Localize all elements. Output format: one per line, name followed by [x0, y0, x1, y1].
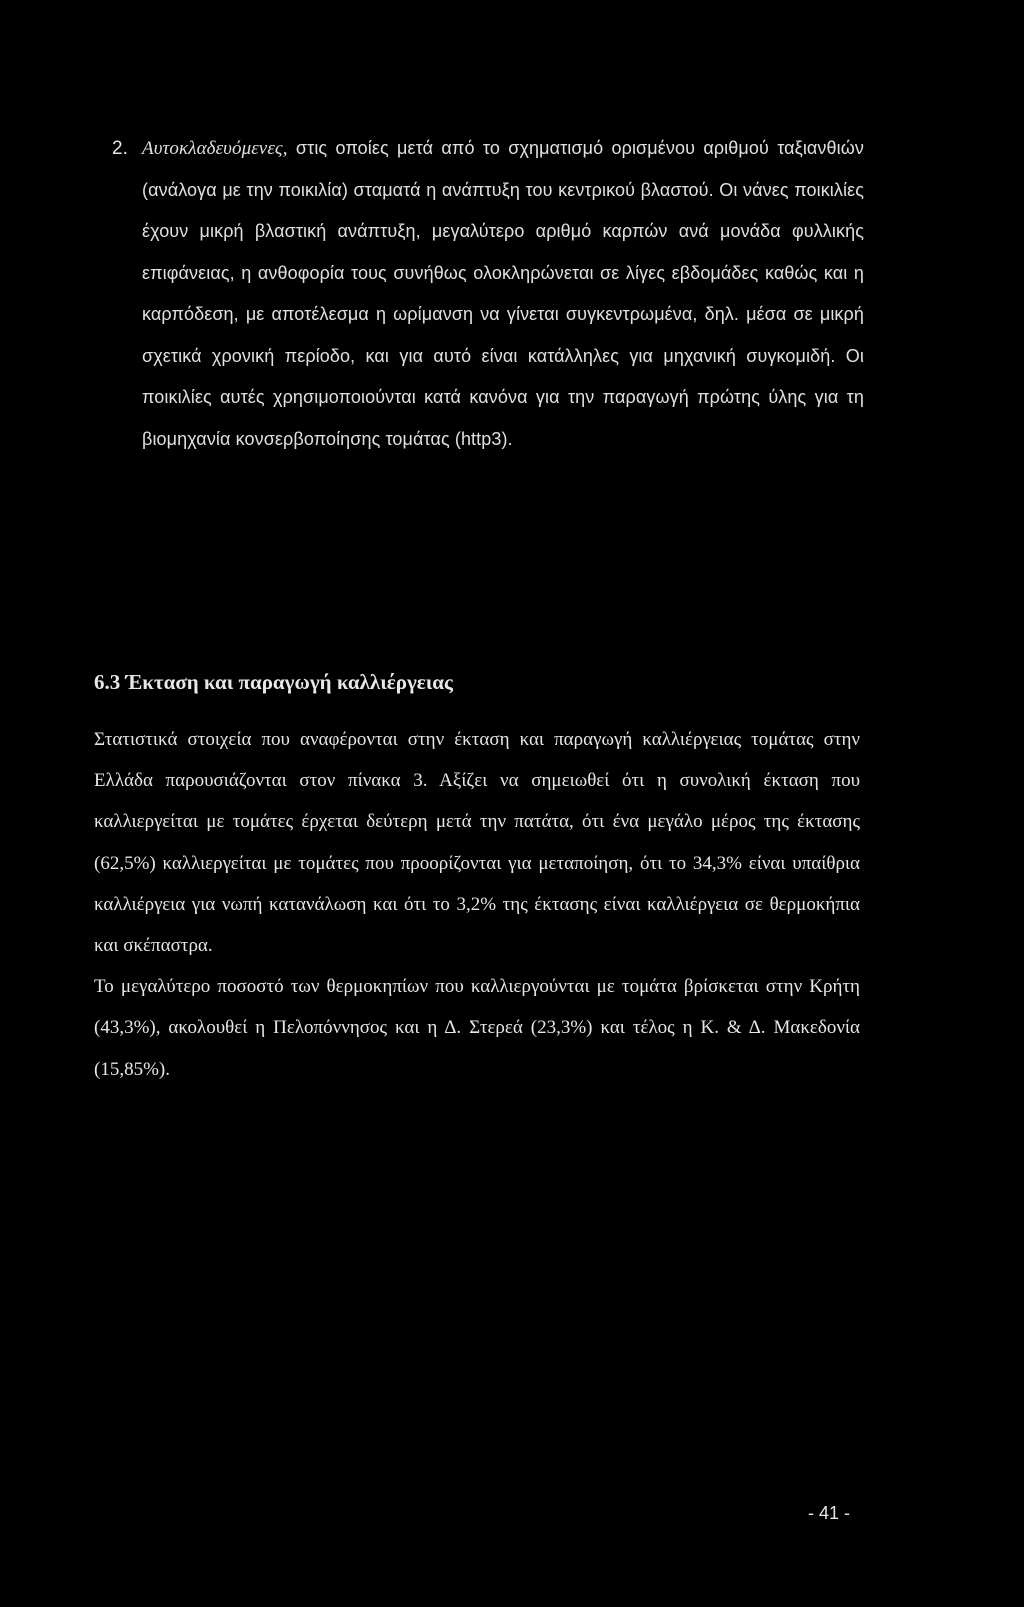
list-item-term: Αυτοκλαδευόμενες,: [142, 138, 288, 159]
section-body: [94, 719, 860, 1090]
list-item-description: στις οποίες μετά από το σχηματισμό ορισμένου αριθμού ταξιανθιών (ανάλογα με την ποικιλία) σταματά η ανάπτυξη του κεντρικού βλαστού. Οι νάνες ποικιλίες έχουν μικρή βλαστική ανάπτυξη, μεγαλύτερο αριθμό καρπών ανά μονάδα φυλλικής επιφάνειας, η ανθοφορία τους συνήθως ολοκληρώνεται σε λίγες εβδομάδες καθώς και η καρπόδεση, με αποτέλεσμα η ωρίμανση να γίνεται συγκεντρωμένα, δηλ. μέσα σε μικρή σχετικά χρονική περίοδο, και για αυτό είναι κατάλληλες για μηχανική συγκομιδή. Οι ποικιλίες αυτές χρησιμοποιούνται κατά κανόνα για την παραγωγή πρώτης ύλης για τη βιομηχανία κονσερβοποίησης τομάτας (http3).: [142, 138, 864, 449]
paragraph-2: Το μεγαλύτερο ποσοστό των θερμοκηπίων που καλλιεργούνται με τομάτα βρίσκεται στην Κρήτη (43,3%), ακολουθεί η Πελοπόννησος και η Δ. Στερεά (23,3%) και τέλος η Κ. & Δ. Μακεδονία (15,85%).: [94, 976, 860, 1080]
page-number: - 41 -: [808, 1503, 851, 1523]
section-heading: 6.3 Έκταση και παραγωγή καλλιέργειας: [94, 670, 453, 694]
paragraph-1: Στατιστικά στοιχεία που αναφέρονται στην έκταση και παραγωγή καλλιέργειας τομάτας στην Ελλάδα παρουσιάζονται στον πίνακα 3. Αξίζει να σημειωθεί ότι η συνολική έκταση που καλλιεργείται με τομάτες έρχεται δεύτερη μετά την πατάτα, ότι ένα μεγάλο μέρος της έκτασης (62,5%) καλλιεργείται με τομάτες που προορίζονται για μεταποίηση, ότι το 34,3% είναι υπαίθρια καλλιέργεια για νωπή κατανάλωση και ότι το 3,2% της έκτασης είναι καλλιέργεια σε θερμοκήπια και σκέπαστρα.: [94, 729, 860, 957]
list-item-text: [142, 128, 864, 460]
list-number: 2.: [112, 138, 128, 159]
list-item-2: [112, 128, 864, 460]
